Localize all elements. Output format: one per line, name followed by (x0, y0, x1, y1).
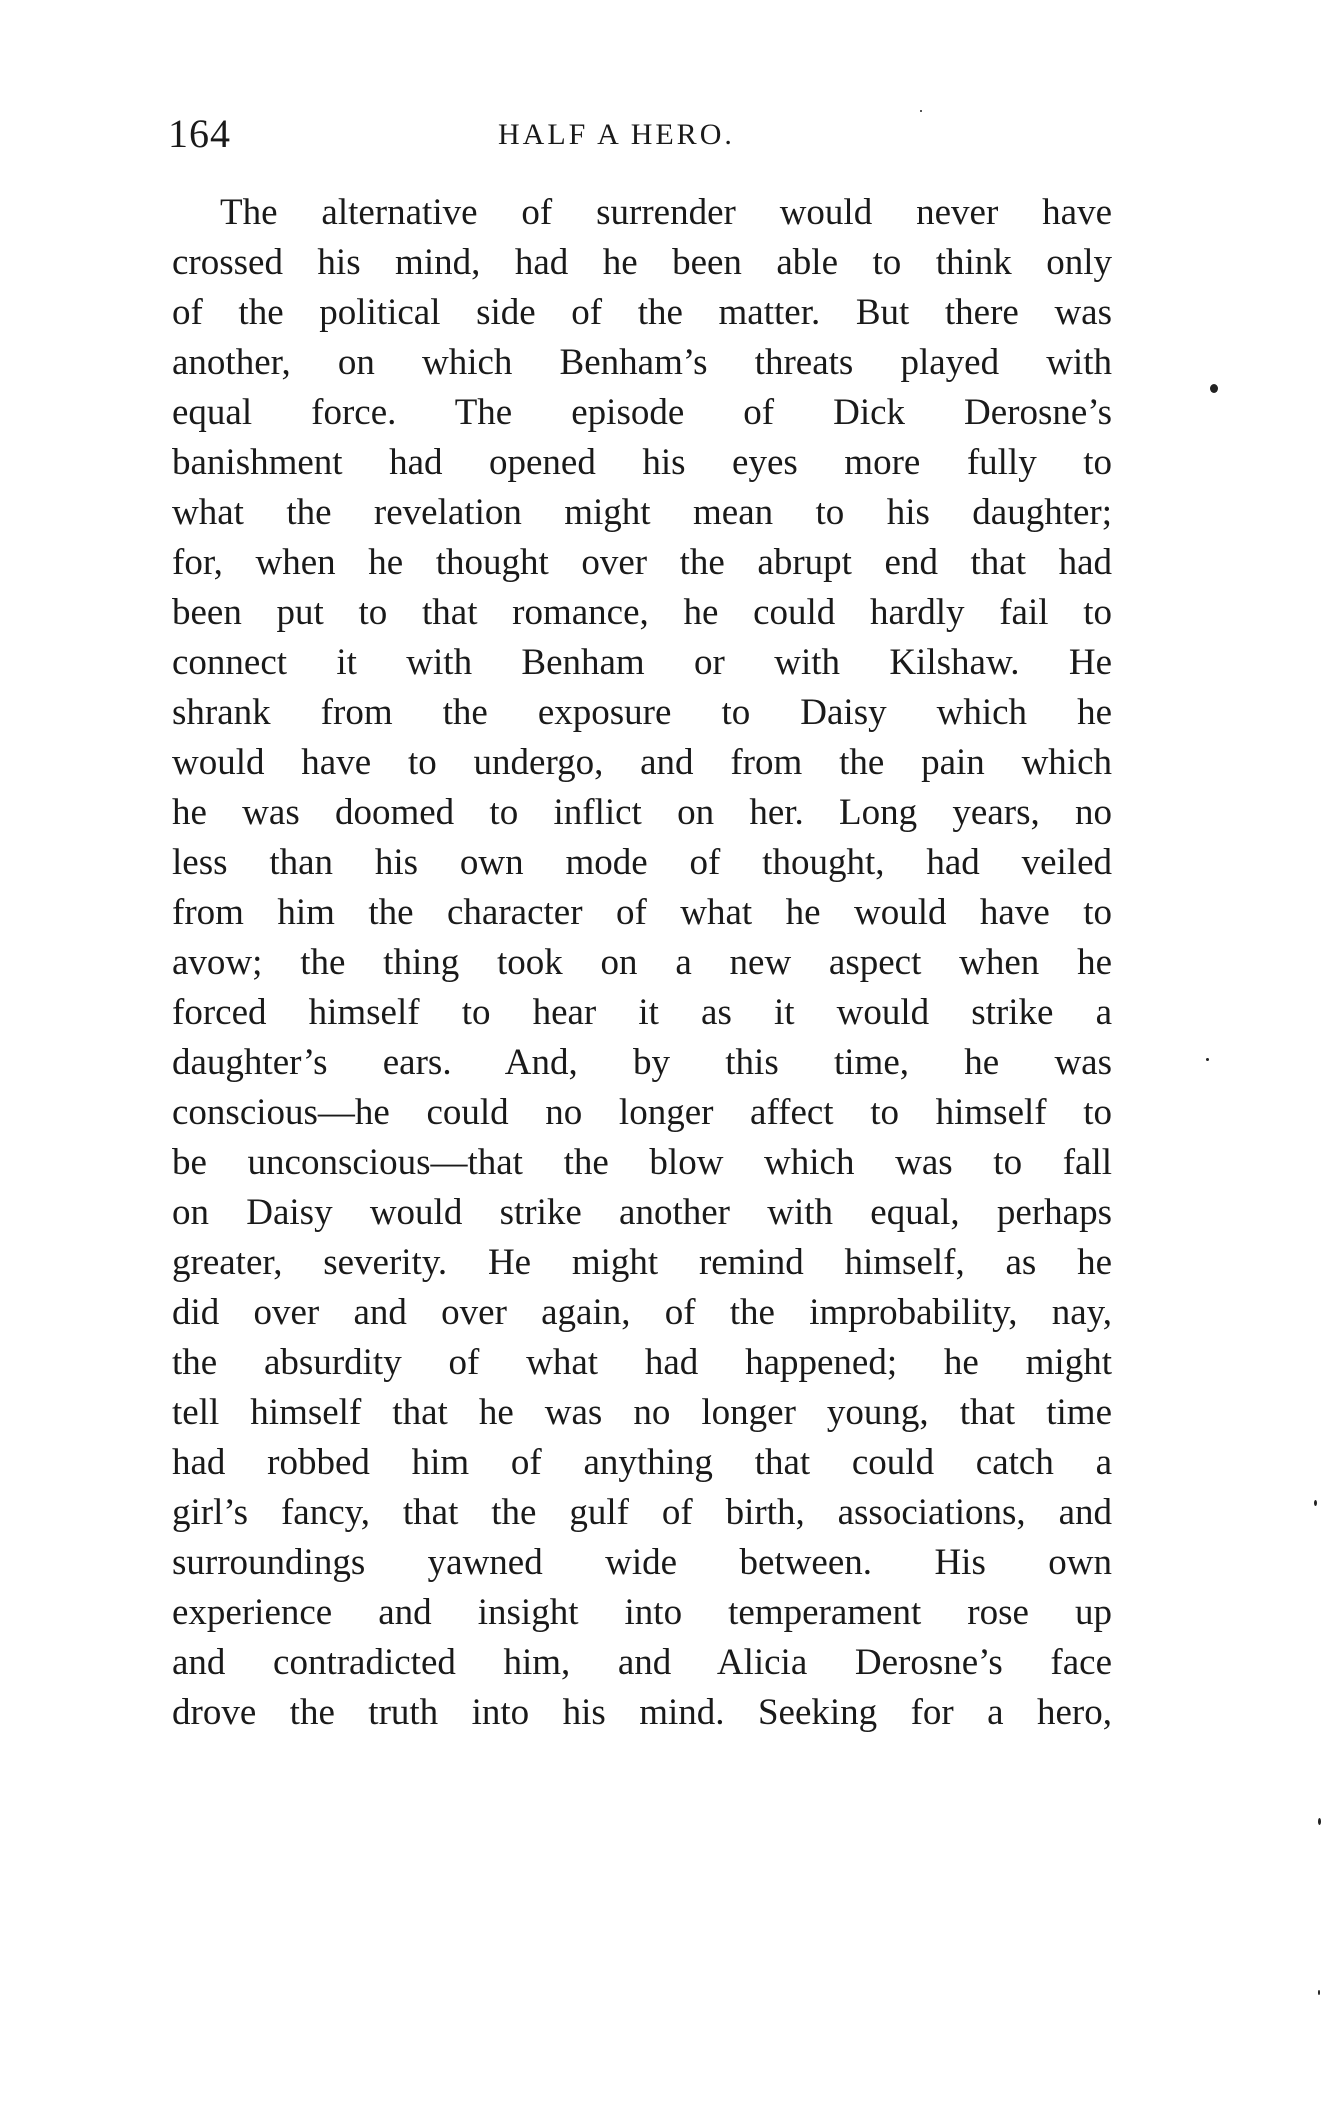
text-line: The alternative of surrender would never have (220, 192, 1112, 233)
ink-speck (1318, 1818, 1321, 1825)
ink-speck (1206, 1058, 1209, 1061)
page-number: 164 (168, 111, 231, 156)
body-paragraph (172, 188, 1112, 1738)
text-line: did over and over again, of the improbability, nay, (172, 1292, 1112, 1333)
text-line: another, on which Benham’s threats played with (172, 342, 1112, 383)
text-line: surroundings yawned wide between. His own (172, 1542, 1112, 1583)
text-line: experience and insight into temperament rose up (172, 1592, 1112, 1633)
text-line: forced himself to hear it as it would strike a (172, 992, 1112, 1033)
text-line: drove the truth into his mind. Seeking for a hero, (172, 1692, 1112, 1733)
page-header (168, 110, 1108, 170)
text-line: he was doomed to inflict on her. Long years, no (172, 792, 1112, 833)
text-line: connect it with Benham or with Kilshaw. He (172, 642, 1112, 683)
text-line: crossed his mind, had he been able to think only (172, 242, 1112, 283)
ink-speck (1210, 384, 1218, 393)
text-line: the absurdity of what had happened; he might (172, 1342, 1112, 1383)
text-line: daughter’s ears. And, by this time, he was (172, 1042, 1112, 1083)
text-line: less than his own mode of thought, had veiled (172, 842, 1112, 883)
text-line: from him the character of what he would have to (172, 892, 1112, 933)
text-line: conscious—he could no longer affect to himself to (172, 1092, 1112, 1133)
text-line: been put to that romance, he could hardly fail to (172, 592, 1112, 633)
text-line: be unconscious—that the blow which was to fall (172, 1142, 1112, 1183)
running-title: HALF A HERO. (498, 118, 735, 151)
text-line: avow; the thing took on a new aspect when he (172, 942, 1112, 983)
text-line: and contradicted him, and Alicia Derosne’s face (172, 1642, 1112, 1683)
text-line: would have to undergo, and from the pain which (172, 742, 1112, 783)
text-line: girl’s fancy, that the gulf of birth, associations, and (172, 1492, 1112, 1533)
ink-speck (1318, 1990, 1320, 1995)
text-line: tell himself that he was no longer young, that time (172, 1392, 1112, 1433)
text-line: greater, severity. He might remind himself, as he (172, 1242, 1112, 1283)
text-line: what the revelation might mean to his daughter; (172, 492, 1112, 533)
ink-speck (1314, 1500, 1317, 1506)
text-line: on Daisy would strike another with equal, perhaps (172, 1192, 1112, 1233)
text-line: of the political side of the matter. But there was (172, 292, 1112, 333)
text-line: had robbed him of anything that could catch a (172, 1442, 1112, 1483)
text-line: for, when he thought over the abrupt end that had (172, 542, 1112, 583)
ink-speck (920, 110, 922, 112)
text-line: equal force. The episode of Dick Derosne’s (172, 392, 1112, 433)
text-line: banishment had opened his eyes more fully to (172, 442, 1112, 483)
text-line: shrank from the exposure to Daisy which he (172, 692, 1112, 733)
